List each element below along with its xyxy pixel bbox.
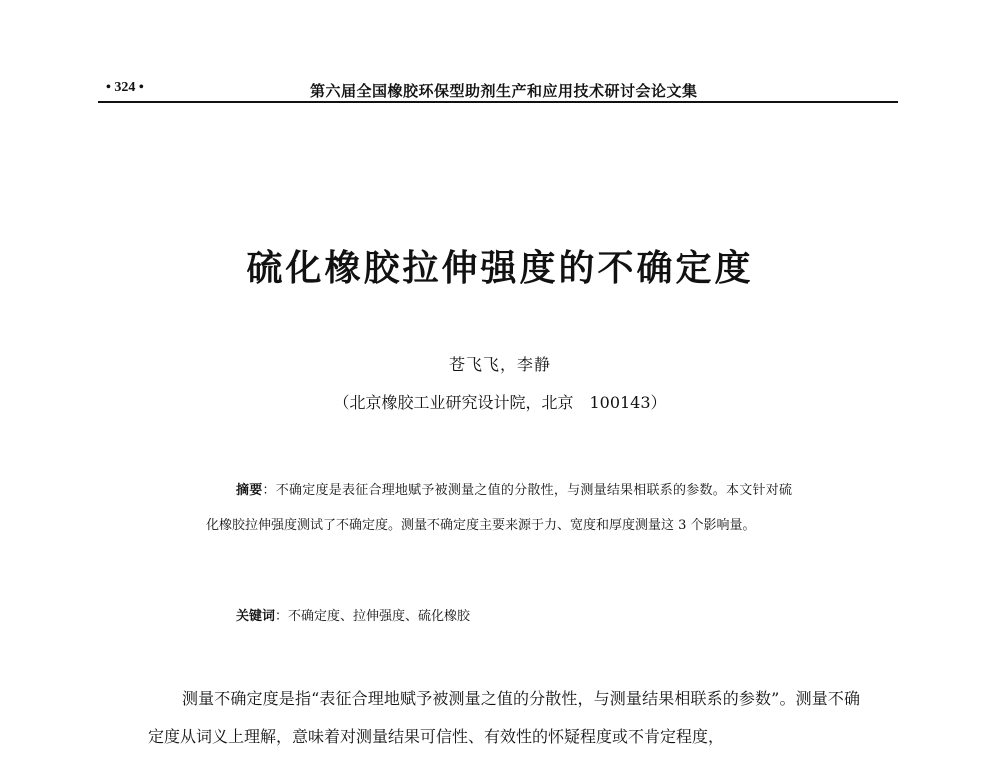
page-number: • 324 •: [106, 80, 144, 95]
paper-title: 硫化橡胶拉伸强度的不确定度: [246, 248, 754, 289]
header-rule: [98, 101, 898, 103]
abstract-label: 摘要: [236, 483, 263, 498]
authors: 苍飞飞，李静: [448, 355, 551, 374]
affiliation: （北京橡胶工业研究设计院，北京 100143）: [333, 393, 667, 412]
body-paragraph: 测量不确定度是指“表征合理地赋予被测量之值的分散性，与测量结果相联系的参数”。测量不确定度从词义上理解，意味着对测量结果可信性、有效性的怀疑程度或不肯定程度，: [148, 689, 860, 746]
running-title: 第六届全国橡胶环保型助剂生产和应用技术研讨会论文集: [310, 82, 698, 100]
abstract-text: 不确定度是表征合理地赋予被测量之值的分散性，与测量结果相联系的参数。本文针对硫化橡胶拉伸强度测试了不确定度。测量不确定度主要来源于力、宽度和厚度测量这 3 个影响量。: [206, 483, 792, 533]
keywords: 关键词：不确定度、拉伸强度、硫化橡胶: [236, 609, 471, 624]
keywords-text: 不确定度、拉伸强度、硫化橡胶: [288, 609, 471, 624]
keywords-label: 关键词: [236, 609, 276, 624]
abstract: 摘要：不确定度是表征合理地赋予被测量之值的分散性，与测量结果相联系的参数。本文针对硫化橡胶拉伸强度测试了不确定度。测量不确定度主要来源于力、宽度和厚度测量这 3 个影响量。: [206, 483, 792, 533]
page-header: [98, 80, 898, 102]
